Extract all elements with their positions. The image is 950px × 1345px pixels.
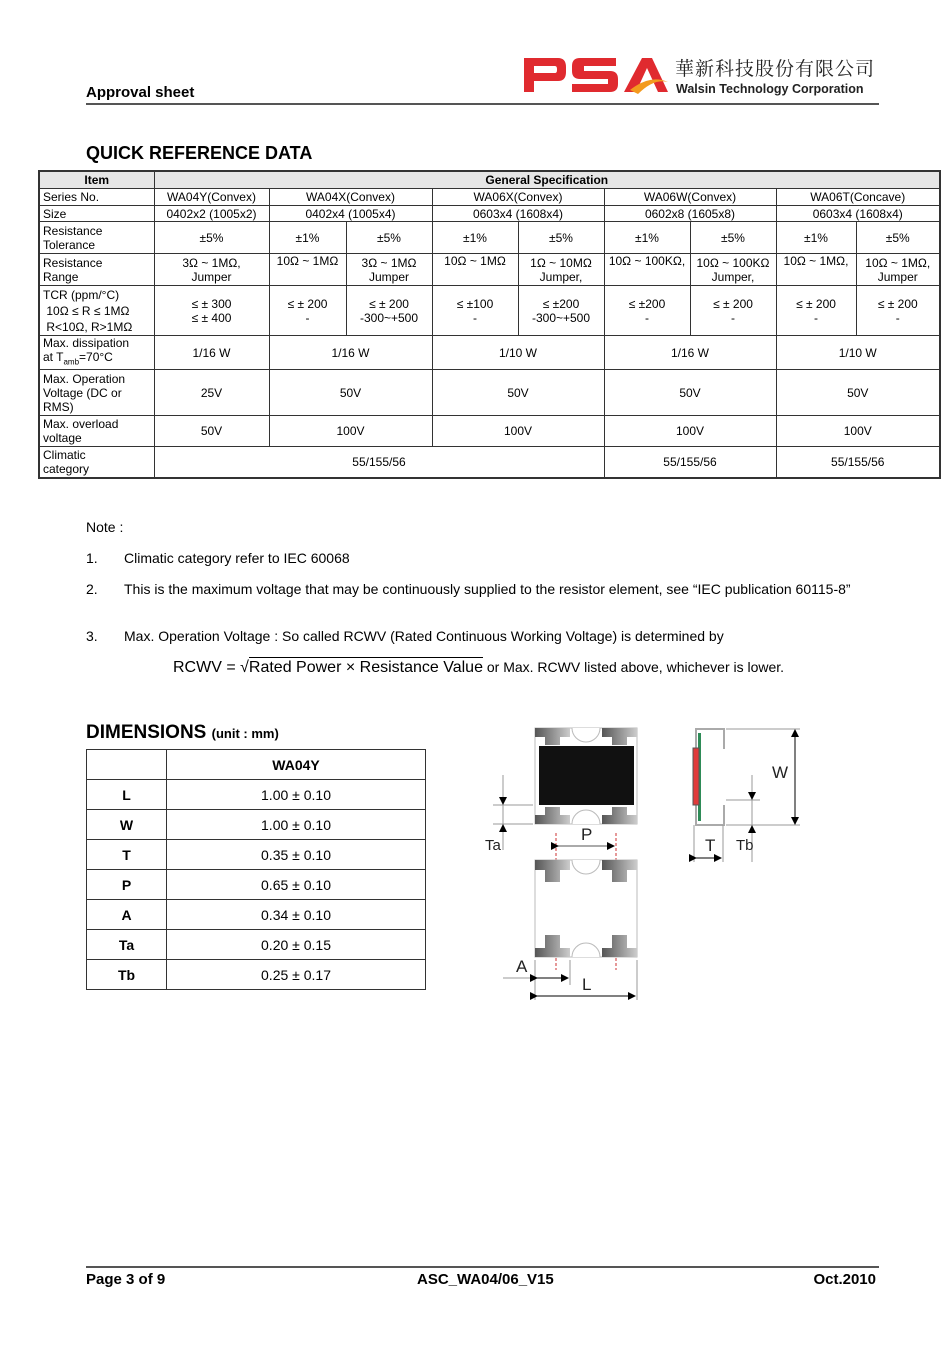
label-line: Max. dissipation	[43, 336, 130, 350]
formula-lhs: RCWV =	[173, 659, 241, 676]
label-w: W	[772, 763, 789, 782]
cell: 0602x8 (1605x8)	[604, 206, 776, 222]
label-line: Max. Operation	[43, 371, 126, 386]
cell-line: 10Ω ~ 1MΩ	[276, 254, 339, 268]
row-label	[39, 336, 154, 370]
document-id: ASC_WA04/06_V15	[417, 1271, 554, 1288]
table-row	[87, 870, 426, 900]
label-line: Resistance	[43, 255, 103, 270]
cell	[346, 254, 432, 286]
cell: WA06X(Convex)	[432, 189, 604, 206]
document-date: Oct.2010	[813, 1271, 876, 1288]
cell-line: -	[645, 310, 649, 325]
cell-line: -	[895, 310, 900, 325]
cell: ±1%	[269, 222, 346, 254]
cell-line: -300~+500	[531, 310, 591, 325]
cell-line: -	[731, 310, 735, 325]
cell-line: ≤ ± 200	[287, 296, 328, 311]
notes-heading: Note :	[86, 519, 124, 535]
cell: ±5%	[346, 222, 432, 254]
table-row-dissipation	[39, 336, 940, 370]
table-row-series	[39, 189, 940, 206]
cell: 1/16 W	[604, 336, 776, 370]
page-number: Page 3 of 9	[86, 1271, 166, 1288]
row-label	[39, 370, 154, 416]
dim-value: 0.20 ± 0.15	[167, 930, 426, 960]
label-l: L	[582, 975, 592, 994]
cell-line: -	[814, 310, 818, 325]
label-ta: Ta	[485, 837, 501, 854]
dimensions-unit: (unit : mm)	[211, 726, 279, 741]
cell: ±5%	[690, 222, 776, 254]
header-empty	[87, 750, 167, 780]
cell-line: ≤ ±200	[542, 296, 580, 311]
resistor-dimension-diagram	[480, 720, 820, 1010]
dim-key: A	[87, 900, 167, 930]
dim-value: 1.00 ± 0.10	[167, 810, 426, 840]
cell-line: ≤ ±100	[456, 296, 494, 311]
label-t: T	[705, 836, 716, 855]
dim-value: 0.34 ± 0.10	[167, 900, 426, 930]
cell: 55/155/56	[154, 447, 604, 478]
cell-line: ≤ ± 200	[369, 296, 409, 311]
cell	[518, 286, 604, 336]
cell-line: ≤ ± 200	[796, 296, 836, 311]
table-row	[87, 900, 426, 930]
cell	[604, 286, 690, 336]
dim-value: 1.00 ± 0.10	[167, 780, 426, 810]
label-line: R<10Ω, R>1MΩ	[46, 319, 133, 334]
note-number: 1.	[86, 550, 98, 566]
label-a: A	[516, 957, 528, 976]
quick-reference-table	[38, 170, 941, 479]
cell-line: -300~+500	[359, 310, 419, 325]
row-label	[39, 286, 154, 336]
cell-line: 3Ω ~ 1MΩ,	[182, 255, 241, 270]
cell: 1/16 W	[154, 336, 269, 370]
label-line: Resistance	[43, 223, 103, 238]
row-label	[39, 416, 154, 447]
note-text: This is the maximum voltage that may be continuously supplied to the resistor element, see “IEC publication 60115-8”	[124, 581, 851, 597]
label-line: RMS)	[43, 399, 74, 414]
header-divider	[86, 103, 879, 105]
cell-line: Jumper	[191, 269, 232, 284]
cell: 50V	[269, 370, 432, 416]
footer-divider	[86, 1266, 879, 1268]
label-line: Range	[43, 269, 79, 284]
psa-logo-icon	[520, 52, 670, 100]
label-line: =70°C	[79, 350, 113, 364]
note-number: 2.	[86, 581, 98, 597]
table-row-climatic	[39, 447, 940, 478]
cell-line: 10Ω ~ 1MΩ,	[865, 255, 931, 270]
cell: 100V	[776, 416, 940, 447]
quick-reference-title: QUICK REFERENCE DATA	[86, 143, 313, 163]
label-line: Voltage (DC or	[43, 385, 122, 400]
table-row-range	[39, 254, 940, 286]
formula-tail: or Max. RCWV listed above, whichever is lower.	[482, 659, 785, 675]
cell-line: ≤ ± 300	[191, 296, 232, 311]
label-line: Max. overload	[43, 417, 119, 432]
cell-line: ≤ ± 400	[191, 310, 232, 325]
cell: WA04Y(Convex)	[154, 189, 269, 206]
cell: ±1%	[604, 222, 690, 254]
note-number: 3.	[86, 628, 98, 644]
table-header-row	[87, 750, 426, 780]
resistor-drawing-icon	[480, 720, 820, 1010]
cell	[690, 254, 776, 286]
cell	[856, 286, 940, 336]
dim-value: 0.65 ± 0.10	[167, 870, 426, 900]
cell: 1/16 W	[269, 336, 432, 370]
cell	[154, 286, 269, 336]
cell-line: 10Ω ~ 100KΩ	[696, 255, 770, 270]
label-tb: Tb	[736, 837, 754, 854]
cell-line: Jumper,	[539, 269, 583, 284]
cell: 1/10 W	[432, 336, 604, 370]
cell-line: 10Ω ~ 1MΩ,	[783, 254, 849, 268]
cell	[518, 254, 604, 286]
cell: ±5%	[856, 222, 940, 254]
table-row	[87, 960, 426, 990]
label-line: at T	[43, 350, 64, 364]
cell: 55/155/56	[776, 447, 940, 478]
row-label	[39, 222, 154, 254]
table-row	[87, 810, 426, 840]
dimensions-table	[86, 749, 426, 990]
cell: WA06T(Concave)	[776, 189, 940, 206]
company-logo	[520, 52, 880, 100]
table-row	[87, 840, 426, 870]
dim-key: T	[87, 840, 167, 870]
row-label: Size	[39, 206, 154, 222]
label-p: P	[581, 825, 593, 844]
table-row-tolerance	[39, 222, 940, 254]
dim-value: 0.25 ± 0.17	[167, 960, 426, 990]
cell	[432, 254, 518, 286]
cell-line: ≤ ± 200	[713, 296, 753, 311]
cell	[690, 286, 776, 336]
table-row-tcr	[39, 286, 940, 336]
cell-line: 3Ω ~ 1MΩ	[361, 255, 417, 270]
cell-line: 10Ω ~ 1MΩ	[444, 254, 506, 268]
cell-line: ≤ ± 200	[877, 296, 918, 311]
table-row	[87, 930, 426, 960]
table-row-overload-voltage	[39, 416, 940, 447]
label-line: Tolerance	[43, 237, 96, 252]
dim-value: 0.35 ± 0.10	[167, 840, 426, 870]
cell	[269, 254, 346, 286]
dim-key: Ta	[87, 930, 167, 960]
cell-line: Jumper	[368, 269, 409, 284]
company-name-chinese: 華新科技股份有限公司	[675, 58, 876, 80]
table-row-operation-voltage	[39, 370, 940, 416]
dim-key: L	[87, 780, 167, 810]
cell: 50V	[432, 370, 604, 416]
cell: 0402x4 (1005x4)	[269, 206, 432, 222]
table-row-size	[39, 206, 940, 222]
dimensions-title-text: DIMENSIONS	[86, 722, 207, 743]
cell: 100V	[269, 416, 432, 447]
formula-radicand: Rated Power × Resistance Value	[248, 659, 483, 676]
cell-line: 1Ω ~ 10MΩ	[530, 255, 592, 270]
header-general-spec: General Specification	[154, 171, 940, 189]
cell-line: -	[473, 310, 477, 325]
cell: 25V	[154, 370, 269, 416]
cell: 0603x4 (1608x4)	[776, 206, 940, 222]
cell: 100V	[432, 416, 604, 447]
table-header-row	[39, 171, 940, 189]
label-line: voltage	[43, 431, 82, 446]
dim-key: W	[87, 810, 167, 840]
label-line: category	[43, 462, 90, 477]
cell-line: ≤ ±200	[628, 296, 666, 311]
cell: 0603x4 (1608x4)	[432, 206, 604, 222]
cell: 100V	[604, 416, 776, 447]
cell: 50V	[604, 370, 776, 416]
header-title: Approval sheet	[86, 84, 195, 101]
cell	[154, 254, 269, 286]
cell	[269, 286, 346, 336]
cell	[346, 286, 432, 336]
row-label: Series No.	[39, 189, 154, 206]
label-line: TCR (ppm/°C)	[43, 287, 120, 302]
cell	[776, 286, 856, 336]
cell: 0402x2 (1005x2)	[154, 206, 269, 222]
dim-key: Tb	[87, 960, 167, 990]
cell	[604, 254, 690, 286]
table-row	[87, 780, 426, 810]
company-name-english: Walsin Technology Corporation	[676, 82, 864, 96]
dimensions-title	[86, 722, 279, 744]
cell	[856, 254, 940, 286]
cell-line: Jumper	[877, 269, 918, 284]
cell: 55/155/56	[604, 447, 776, 478]
row-label	[39, 447, 154, 478]
cell: WA04X(Convex)	[269, 189, 432, 206]
rcwv-formula	[173, 659, 784, 677]
cell: ±5%	[154, 222, 269, 254]
cell	[776, 254, 856, 286]
cell: ±1%	[432, 222, 518, 254]
cell: 1/10 W	[776, 336, 940, 370]
cell: ±5%	[518, 222, 604, 254]
header-model: WA04Y	[167, 750, 426, 780]
cell-line: -	[305, 310, 310, 325]
label-subscript: amb	[63, 357, 80, 367]
header-item: Item	[39, 171, 154, 189]
cell: 50V	[154, 416, 269, 447]
note-text: Climatic category refer to IEC 60068	[124, 550, 350, 566]
sqrt-icon: √	[240, 659, 249, 676]
label-line: 10Ω ≤ R ≤ 1MΩ	[46, 303, 130, 318]
cell: 50V	[776, 370, 940, 416]
note-text: Max. Operation Voltage : So called RCWV (Rated Continuous Working Voltage) is determined by	[124, 628, 724, 644]
dim-key: P	[87, 870, 167, 900]
cell: WA06W(Convex)	[604, 189, 776, 206]
cell: ±1%	[776, 222, 856, 254]
label-line: Climatic	[43, 448, 86, 463]
cell-line: Jumper,	[711, 269, 755, 284]
cell	[432, 286, 518, 336]
cell-line: 10Ω ~ 100KΩ,	[608, 254, 686, 268]
row-label	[39, 254, 154, 286]
